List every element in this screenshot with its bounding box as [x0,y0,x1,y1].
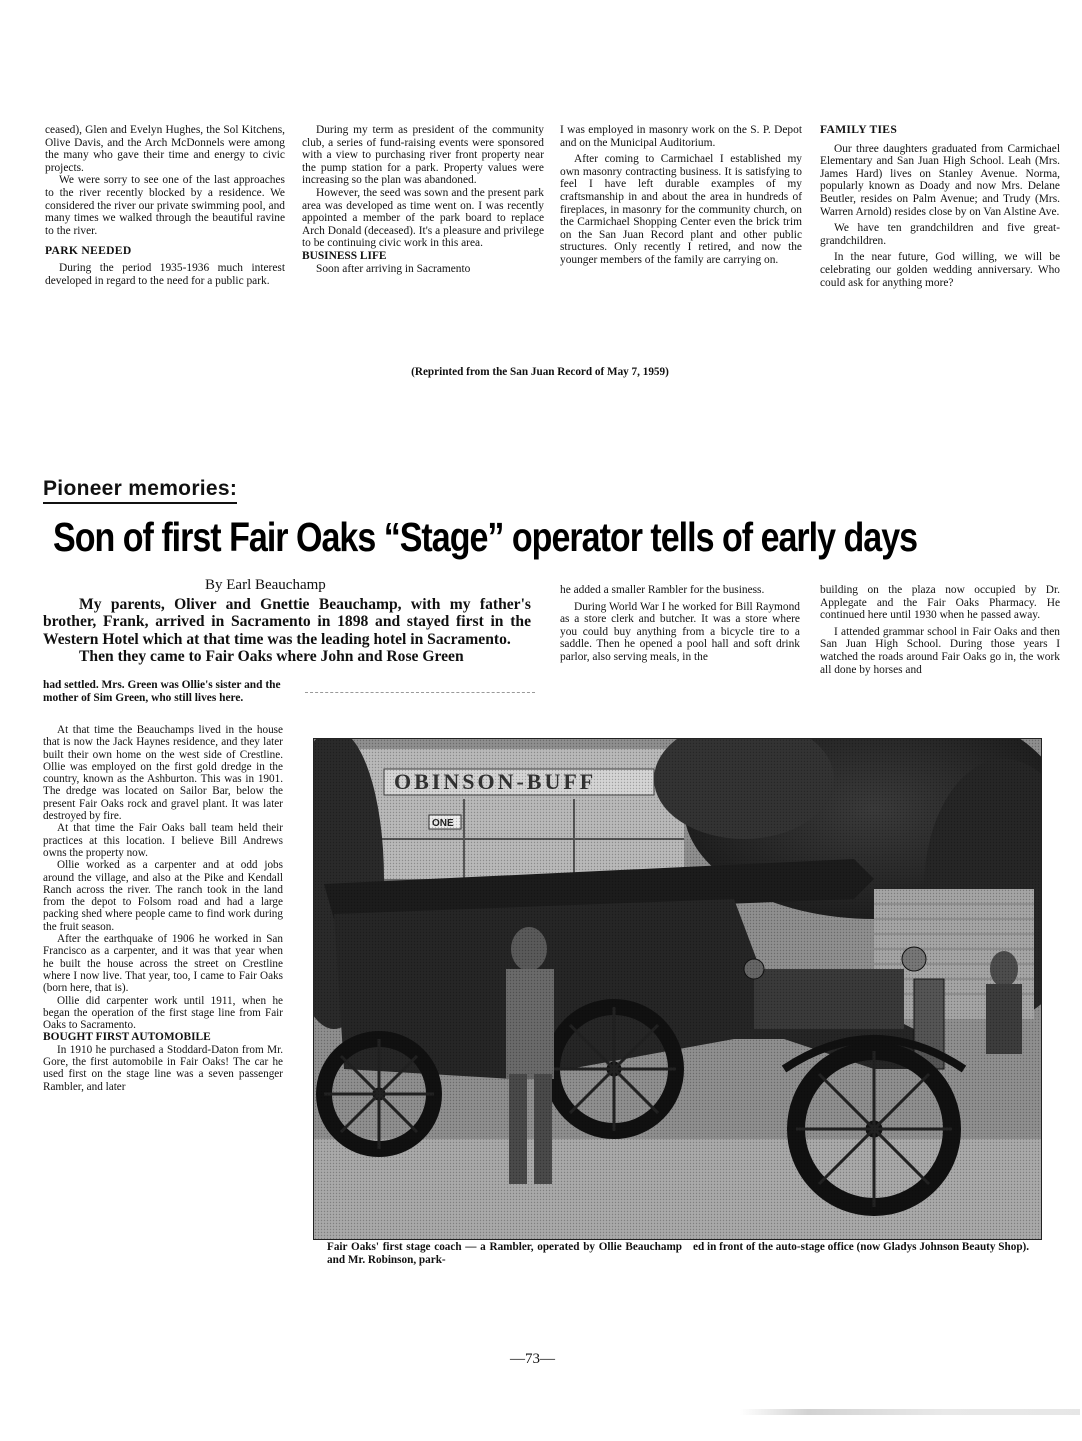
continued-column-4 [820,124,1060,289]
photo-caption-left: Fair Oaks' first stage coach — a Rambler, operated by Ollie Beauchamp and Mr. Robinson, park- [327,1241,682,1266]
paragraph: ceased), Glen and Evelyn Hughes, the Sol Kitchens, Olive Davis, and the Arch McDonnels were among the many who gave their time and energy to civic projects. [45,124,285,174]
paragraph: We were sorry to see one of the last approaches to the river recently blocked by a residence. We considered the river our private swimming pool, and many times we walked through the beautiful ravine to the river. [45,174,285,237]
paragraph: I attended grammar school in Fair Oaks and then San Juan High School. During those years I watched the roads around Fair Oaks go in, the work all done by horses and [820,625,1060,676]
lede-paragraph: Then they came to Fair Oaks where John and Rose Green [79,648,464,666]
photo-illustration [314,739,1041,1239]
paragraph: During the period 1935-1936 much interest developed in regard to the need for a public park. [45,261,285,287]
paragraph: Soon after arriving in Sacramento [316,262,471,275]
section-heading: BUSINESS LIFE [302,249,387,262]
lede [43,596,531,666]
paragraph: Ollie worked as a carpenter and at odd jobs around the village, and also at the Pike and Kendall Ranch across the river. The ranch took in the land from the depot to Folsom road and had a large packing shed where people came to find work during the fruit season. [43,859,283,933]
paragraph: In the near future, God willing, we will be celebrating our golden wedding anniversary. Who could ask for anything more? [820,251,1060,289]
section-heading: FAMILY TIES [820,123,898,136]
section-heading: PARK NEEDED [45,244,132,258]
divider [305,692,535,693]
section-heading: BOUGHT FIRST AUTOMOBILE [43,1031,211,1044]
paragraph: However, the seed was sown and the present park area was developed as time went on. I was recently appointed a member of the park board to replace Arch Donald (deceased). It's a pleasure and privilege to be continuing civic work in this area. [302,186,544,250]
paragraph: Ollie did carpenter work until 1911, when he began the operation of the first stage line from Fair Oaks to Sacramento. [43,994,283,1032]
stage-coach-photo [313,738,1042,1240]
paragraph: At that time the Beauchamps lived in the house that is now the Jack Haynes residence, and they later built their own home on the west side of Crestline. Ollie was employed on the first gold dredge in the country, known as the Ashburton. This was in 1901. The dredge was located on Sailor Bar, below the present Fair Oaks rock and gravel plant. It was later destroyed by fire. [43,724,283,823]
continued-column-3 [560,124,802,267]
paragraph: I was employed in masonry work on the S. P. Depot and on the Municipal Auditorium. [560,124,802,149]
paragraph: During my term as president of the community club, a series of fund-raising events were sponsored with a view to purchasing river front property near the pump station for a park. Property values were increasing so the plan was abandoned. [302,124,544,187]
section-kicker: Pioneer memories: [43,477,237,504]
byline: By Earl Beauchamp [205,577,326,593]
paragraph: After coming to Carmichael I established my own masonry contracting business. It is satisfying to feel I have left durable examples of my craftsmanship in and about the area in hundreds of fireplaces, in masonry for the community church, on the Carmichael Shopping Center even the brick trim on the San Juan Record plant and other public structures. Only recently I retired, and now the younger members of the family are carrying on. [560,153,802,266]
continued-column-1 [45,124,285,287]
scan-artifact [740,1409,1080,1415]
paragraph: In 1910 he purchased a Stoddard-Daton from Mr. Gore, the first automobile in Fair Oaks! The car he used first on the stage line was a seven passenger Rambler, and later [43,1043,283,1093]
reprint-credit: (Reprinted from the San Juan Record of May 7, 1959) [411,366,669,378]
lede-continuation: had settled. Mrs. Green was Ollie's sister and the mother of Sim Green, who still lives here. [43,679,281,704]
paragraph: During World War I he worked for Bill Raymond as a store clerk and butcher. It was a store where you could buy anything from a bicycle tire to a saddle. Then he opened a pool hall and soft drink parlor, also serving meals, in the [560,600,800,663]
article-column-1 [43,724,283,1093]
paragraph: We have ten grandchildren and five great-grandchildren. [820,222,1060,247]
article-column-4 [820,584,1060,676]
paragraph: After the earthquake of 1906 he worked in San Francisco as a carpenter, and it was that year when he built the house across the street on Crestline where I now live. That year, too, I came to Fair Oaks (born here, that is). [43,933,283,995]
paragraph: At that time the Fair Oaks ball team held their practices at this location. I believe Bill Andrews owns the property now. [43,822,283,859]
article-headline: Son of first Fair Oaks “Stage” operator tells of early days [53,514,918,560]
paragraph: he added a smaller Rambler for the business. [560,584,765,596]
lede-paragraph: My parents, Oliver and Gnettie Beauchamp, with my father's brother, Frank, arrived in Sacramento in 1898 and stayed first in the Western Hotel which at that time was the leading hotel in Sacramento. [43,596,531,648]
paragraph: building on the plaza now occupied by Dr. Applegate and the Fair Oaks Pharmacy. He continued here until 1930 when he passed away. [820,584,1060,622]
page-number: —73— [510,1351,555,1367]
photo-caption-right: ed in front of the auto-stage office (now Gladys Johnson Beauty Shop). [693,1241,1030,1253]
paragraph: Our three daughters graduated from Carmichael Elementary and San Juan High School. Leah (Mrs. James Hard) lives on Stanley Avenue. Norma, popularly known as Doady and now Mrs. Delane Beutler, resides on Palm Avenue; and Trudy (Mrs. Warren Arnold) resides close by on Van Alstine Ave. [820,142,1060,218]
article-column-3 [560,584,800,664]
continued-column-2 [302,124,544,275]
